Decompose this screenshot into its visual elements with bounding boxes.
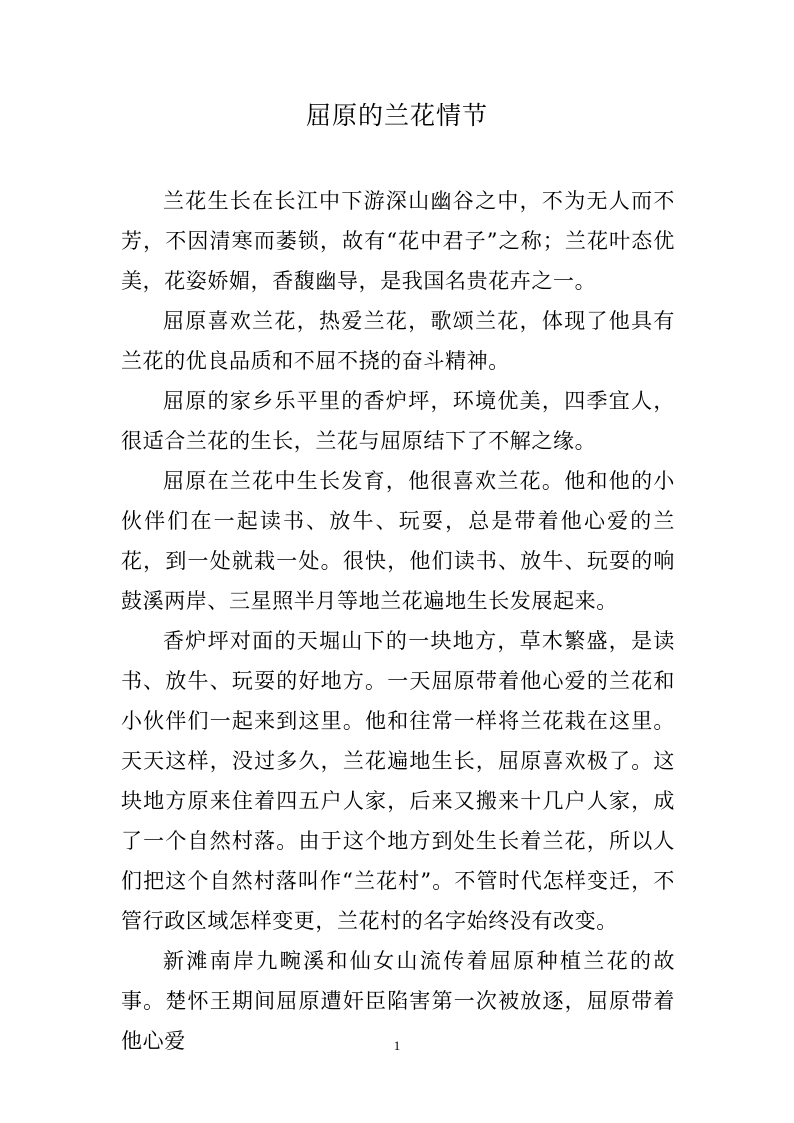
document-title: 屈原的兰花情节 xyxy=(305,101,488,130)
paragraph: 香炉坪对面的天堀山下的一块地方，草木繁盛，是读书、放牛、玩耍的好地方。一天屈原带着他心爱的兰花和小伙伴们一起来到这里。他和往常一样将兰花栽在这里。天天这样，没过多久，兰花遍地生长，屈原喜欢极了。这块地方原来住着四五户人家，后来又搬来十几户人家，成了一个自然村落。由于这个地方到处生长着兰花，所以人们把这个自然村落叫作“兰花村”。不管时代怎样变迁，不管行政区域怎样变更，兰花村的名字始终没有改变。 xyxy=(121,629,675,933)
paragraph: 新滩南岸九畹溪和仙女山流传着屈原种植兰花的故事。楚怀王期间屈原遭奸臣陷害第一次被放逐，屈原带着他心爱 xyxy=(121,949,675,1053)
paragraph: 屈原的家乡乐平里的香炉坪，环境优美，四季宜人，很适合兰花的生长，兰花与屈原结下了不解之缘。 xyxy=(121,389,675,453)
paragraph: 兰花生长在长江中下游深山幽谷之中，不为无人而不芳，不因清寒而萎锁，故有“花中君子”之称；兰花叶态优美，花姿娇媚，香馥幽导，是我国名贵花卉之一。 xyxy=(121,189,675,293)
document-body xyxy=(121,181,675,1061)
paragraph: 屈原喜欢兰花，热爱兰花，歌颂兰花，体现了他具有兰花的优良品质和不屈不挠的奋斗精神。 xyxy=(121,309,675,373)
page-number: 1 xyxy=(393,1038,401,1053)
paragraph: 屈原在兰花中生长发育，他很喜欢兰花。他和他的小伙伴们在一起读书、放牛、玩耍，总是带着他心爱的兰花，到一处就栽一处。很快，他们读书、放牛、玩耍的响鼓溪两岸、三星照半月等地兰花遍地生长发展起来。 xyxy=(121,469,675,613)
